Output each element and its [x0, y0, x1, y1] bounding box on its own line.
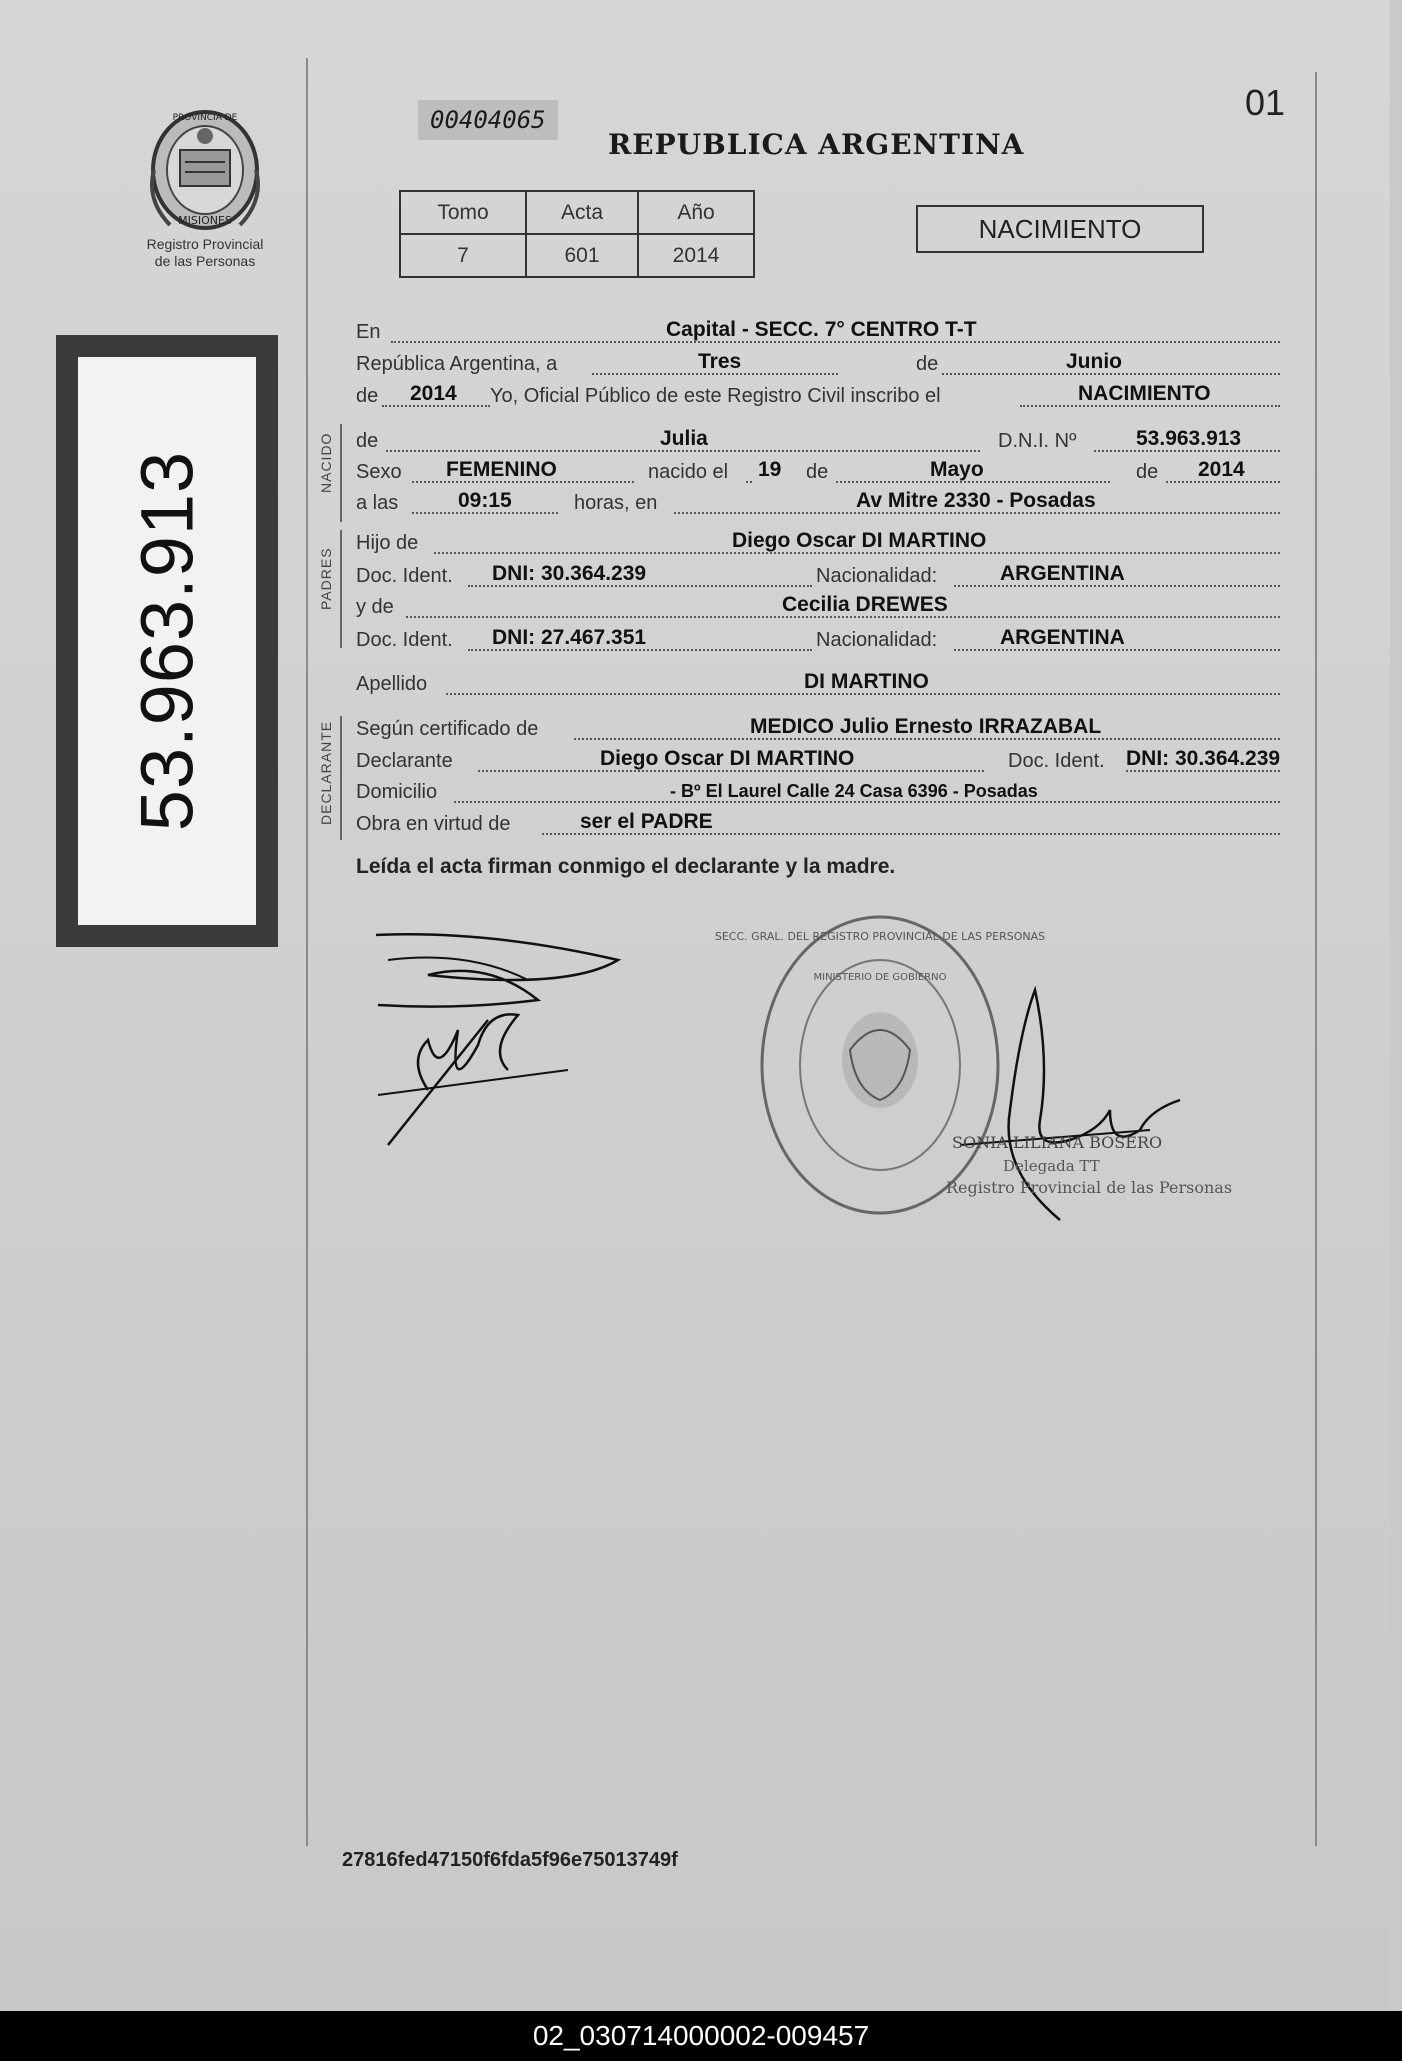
value-obra: ser el PADRE	[580, 810, 713, 833]
form-row-declarante	[356, 747, 1280, 777]
label-de2: de	[356, 385, 379, 407]
value-declarante: Diego Oscar DI MARTINO	[600, 747, 855, 770]
left-margin-line	[306, 58, 308, 1846]
value-madre-doc: DNI: 27.467.351	[492, 626, 647, 649]
label-doc-padre: Doc. Ident.	[356, 565, 453, 587]
official-org: Registro Provincial de las Personas	[946, 1178, 1233, 1197]
value-domicilio: - Bº El Laurel Calle 24 Casa 6396 - Posadas	[670, 781, 1038, 801]
ref-header-tomo: Tomo	[400, 191, 526, 234]
value-declarante-doc: DNI: 30.364.239	[1126, 747, 1281, 770]
label-doc-madre: Doc. Ident.	[356, 629, 453, 651]
value-padre: Diego Oscar DI MARTINO	[732, 529, 987, 552]
form-row-madre	[356, 593, 1280, 623]
record-type-box: NACIMIENTO	[916, 205, 1204, 253]
padres-separator	[340, 530, 342, 648]
label-declarante: Declarante	[356, 750, 453, 772]
stamp-outer-text: SECC. GRAL. DEL REGISTRO PROVINCIAL DE LAS PERSONAS	[714, 930, 1046, 943]
value-madre-nac: ARGENTINA	[1000, 626, 1125, 649]
value-en: Capital - SECC. 7° CENTRO T-T	[666, 318, 977, 341]
right-margin-line	[1315, 72, 1317, 1846]
form-row-padre	[356, 529, 1280, 559]
label-oficial: Yo, Oficial Público de este Registro Civil inscribo el	[490, 385, 941, 407]
ref-value-anio: 2014	[638, 234, 754, 277]
value-padre-nac: ARGENTINA	[1000, 562, 1125, 585]
barcode-label	[56, 335, 278, 947]
label-republica: República Argentina, a	[356, 353, 558, 375]
form-row-apellido	[356, 670, 1280, 700]
label-declarante-doc: Doc. Ident.	[1008, 750, 1105, 772]
label-apellido: Apellido	[356, 673, 428, 695]
value-dni: 53.963.913	[1136, 427, 1242, 450]
province-seal-logo	[140, 100, 270, 240]
form-row-certificado	[356, 715, 1280, 745]
declarante-separator	[340, 716, 342, 840]
label-hijo-de: Hijo de	[356, 532, 419, 554]
document-hash: 27816fed47150f6fda5f96e75013749f	[342, 1849, 678, 1871]
label-domicilio: Domicilio	[356, 781, 438, 803]
label-y-de: y de	[356, 596, 394, 618]
label-certificado: Según certificado de	[356, 718, 539, 740]
form-row-domicilio	[356, 778, 1280, 808]
value-dia: Tres	[698, 350, 742, 373]
value-hora: 09:15	[458, 489, 512, 512]
label-nac-madre: Nacionalidad:	[816, 629, 938, 651]
label-en: En	[356, 321, 381, 343]
form-row-hora	[356, 489, 1280, 519]
reference-table	[399, 190, 755, 278]
label-de3: de	[356, 430, 379, 452]
label-de4: de	[806, 461, 829, 483]
label-nacido-el: nacido el	[648, 461, 729, 483]
logo-caption-line-1: Registro Provincial	[146, 236, 264, 252]
value-sexo: FEMENINO	[446, 458, 557, 481]
section-declarante: DECLARANTE	[318, 720, 334, 825]
label-a-las: a las	[356, 492, 399, 514]
stamp-inner-text: MINISTERIO DE GOBIERNO	[813, 972, 947, 983]
ref-header-anio: Año	[638, 191, 754, 234]
document-title: REPUBLICA ARGENTINA	[608, 128, 1025, 161]
barcode-inner	[78, 357, 256, 925]
logo-caption-line-2: de las Personas	[154, 253, 256, 269]
form-row-nombre	[356, 427, 1280, 457]
label-horas-en: horas, en	[574, 492, 658, 514]
ref-header-acta: Acta	[526, 191, 638, 234]
label-sexo: Sexo	[356, 461, 402, 483]
form-row-obra	[356, 810, 1280, 840]
label-dni: D.N.I. Nº	[998, 430, 1077, 452]
section-padres: PADRES	[318, 547, 334, 610]
serial-number: 00404065	[418, 100, 558, 140]
footer-caption: 02_030714000002-009457	[0, 2011, 1402, 2061]
value-nacido-anio: 2014	[1198, 458, 1245, 481]
label-obra: Obra en virtud de	[356, 813, 511, 835]
page-number: 01	[1244, 82, 1285, 123]
value-apellido: DI MARTINO	[804, 670, 929, 693]
closing-statement: Leída el acta firman conmigo el declarante y la madre.	[356, 855, 896, 878]
logo-caption	[120, 236, 290, 270]
form-row-anio	[356, 382, 1280, 412]
declarant-signature	[368, 920, 638, 1150]
official-title: Delegada TT	[1003, 1157, 1100, 1175]
value-mes: Junio	[1066, 350, 1122, 373]
barcode-number: 53.963.913	[125, 450, 209, 832]
section-nacido: NACIDO	[318, 432, 334, 493]
form-row-sexo	[356, 458, 1280, 488]
logo-top-text: PROVINCIA DE	[172, 113, 238, 123]
value-nacido-dia: 19	[758, 458, 782, 481]
value-inscribo: NACIMIENTO	[1078, 382, 1211, 405]
label-nac-padre: Nacionalidad:	[816, 565, 938, 587]
value-lugar: Av Mitre 2330 - Posadas	[856, 489, 1096, 512]
form-row-padre-doc	[356, 562, 1280, 592]
value-nacido-mes: Mayo	[930, 458, 984, 481]
value-anio: 2014	[410, 382, 457, 405]
form-row-madre-doc	[356, 626, 1280, 656]
form-row-en	[356, 318, 1280, 348]
ref-value-tomo: 7	[400, 234, 526, 277]
label-de: de	[916, 353, 939, 375]
value-nombre: Julia	[660, 427, 708, 450]
ref-value-acta: 601	[526, 234, 638, 277]
form-row-fecha	[356, 350, 1280, 380]
value-padre-doc: DNI: 30.364.239	[492, 562, 647, 585]
value-certificado: MEDICO Julio Ernesto IRRAZABAL	[750, 715, 1102, 738]
official-name: SONIA LILIANA BOSERO	[952, 1133, 1163, 1152]
label-de5: de	[1136, 461, 1159, 483]
value-madre: Cecilia DREWES	[782, 593, 948, 616]
logo-bottom-text: MISIONES	[178, 214, 232, 227]
nacido-separator	[340, 424, 342, 522]
